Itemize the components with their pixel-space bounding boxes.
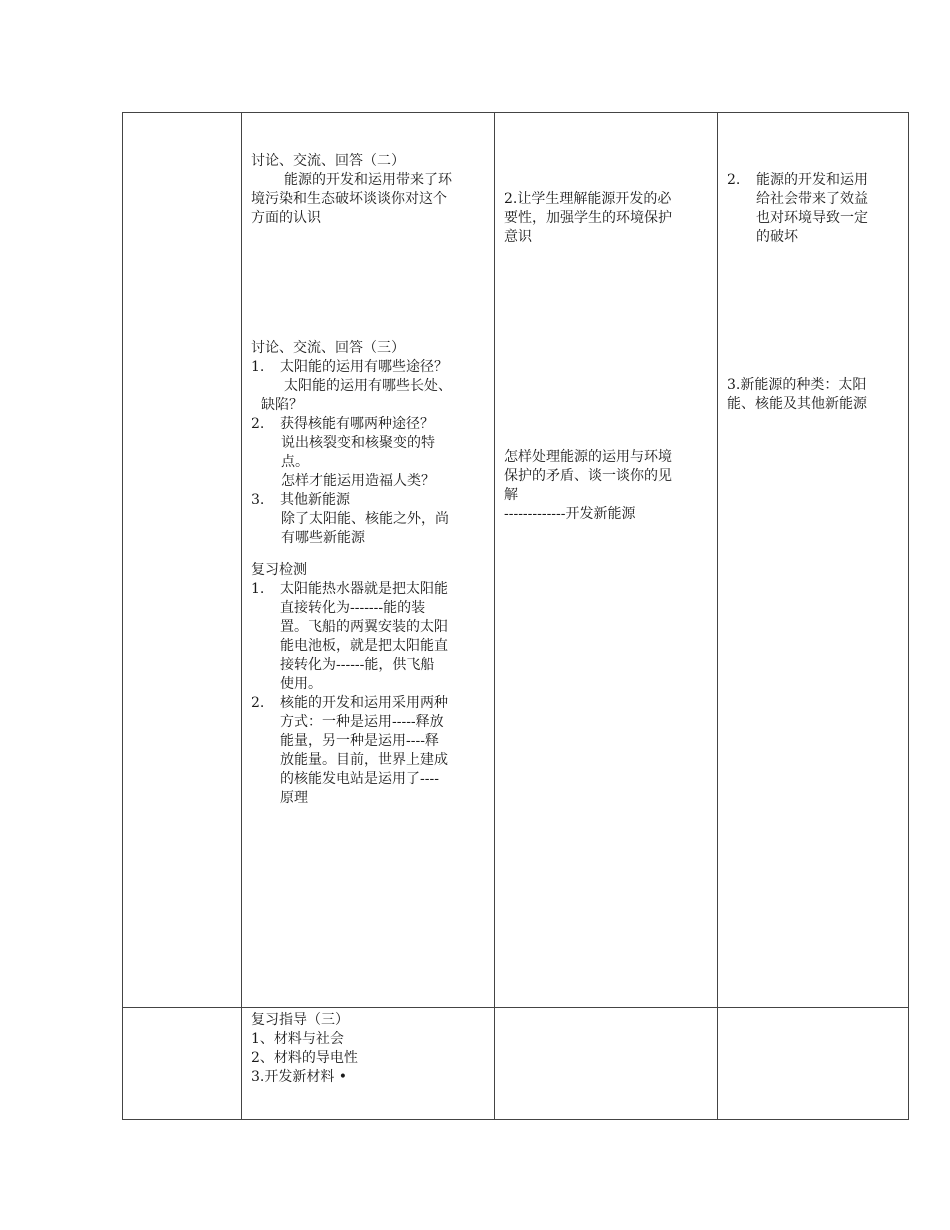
list-item-number: 1. [251, 359, 265, 375]
list-item-number: 2. [251, 416, 265, 432]
review-guide-title: 复习指导（三） [251, 1012, 349, 1028]
sub-line: 怎样才能运用造福人类？ [281, 473, 435, 489]
discussion-3-title: 讨论、交流、回答（三） [251, 340, 405, 356]
list-item-text: 太阳能的运用有哪些途径？ [280, 359, 448, 375]
list-item: 1、材料与社会 [251, 1031, 344, 1047]
goal-line: 要性，加强学生的环境保护 [504, 210, 672, 226]
row1-col1-cell [123, 113, 242, 1008]
row2-col3-cell [495, 1008, 718, 1120]
list-item: 2、材料的导电性 [251, 1050, 358, 1066]
table-row [123, 1008, 909, 1120]
list-item-text: 核能的开发和运用采用两种 方式：一种是运用-----释放 能量，另一种是运用----释 放能量。目前，世界上建成 的核能发电站是运用了---- 原理 [280, 695, 448, 806]
row2-col1-cell [123, 1008, 242, 1120]
row2-col2-cell [242, 1008, 495, 1120]
question-line: 怎样处理能源的运用与环境 [504, 449, 672, 465]
lesson-plan-table [122, 112, 909, 1120]
goal-line: 2.让学生理解能源开发的必 [504, 191, 672, 207]
list-item: 3.开发新材料 • [251, 1069, 348, 1085]
list-item-text: 获得核能有哪两种途径？ [280, 416, 434, 432]
sub-line: 除了太阳能、核能之外，尚 [281, 511, 449, 527]
goal-2-block [504, 190, 711, 247]
list-item [251, 580, 488, 694]
row1-col3-cell [495, 113, 718, 1008]
discussion-2-title: 讨论、交流、回答（二） [251, 153, 405, 169]
goal-line: 意识 [504, 229, 532, 245]
sub-line: 点。 [281, 454, 309, 470]
question-block [504, 448, 711, 524]
list-item-number: 2. [727, 172, 741, 188]
sub-line: 太阳能的运用有哪些长处、 [284, 378, 452, 394]
discussion-2-line: 方面的认识 [251, 210, 321, 226]
list-item-text: 太阳能热水器就是把太阳能 直接转化为-------能的装 置。飞船的两翼安装的太阳 能电池板，就是把太阳能直 接转化为------能，供飞船 使用。 [280, 581, 448, 692]
summary-line: 能、核能及其他新能源 [727, 396, 867, 412]
row1-col2-cell [242, 113, 495, 1008]
sub-line: 有哪些新能源 [281, 530, 365, 546]
list-item-number: 1. [251, 581, 265, 597]
review-check-title: 复习检测 [251, 562, 307, 578]
list-item [251, 415, 488, 434]
question-answer: -------------开发新能源 [504, 506, 636, 522]
summary-line: 3.新能源的种类：太阳 [727, 377, 867, 393]
sub-line: 缺陷？ [261, 397, 303, 413]
summary-item-2 [727, 171, 902, 247]
table-row [123, 113, 909, 1008]
summary-item-3 [727, 376, 902, 414]
review-guide-block [251, 1011, 488, 1087]
question-line: 解 [504, 487, 518, 503]
discussion-2-line: 能源的开发和运用带来了环 [284, 172, 452, 188]
discussion-2-block [251, 152, 488, 228]
list-item [251, 358, 488, 377]
list-item-text: 其他新能源 [280, 492, 350, 508]
sub-line: 说出核裂变和核聚变的特 [281, 435, 435, 451]
list-item [251, 491, 488, 510]
review-check-block [251, 561, 488, 808]
discussion-3-block [251, 339, 488, 548]
question-line: 保护的矛盾、谈一谈你的见 [504, 468, 672, 484]
row1-col4-cell [718, 113, 909, 1008]
discussion-2-line: 境污染和生态破坏谈谈你对这个 [251, 191, 447, 207]
list-item [251, 694, 488, 808]
row2-col4-cell [718, 1008, 909, 1120]
list-item-number: 3. [251, 492, 265, 508]
list-item-text: 能源的开发和运用 给社会带来了效益 也对环境导致一定 的破坏 [756, 172, 868, 245]
list-item-number: 2. [251, 695, 265, 711]
